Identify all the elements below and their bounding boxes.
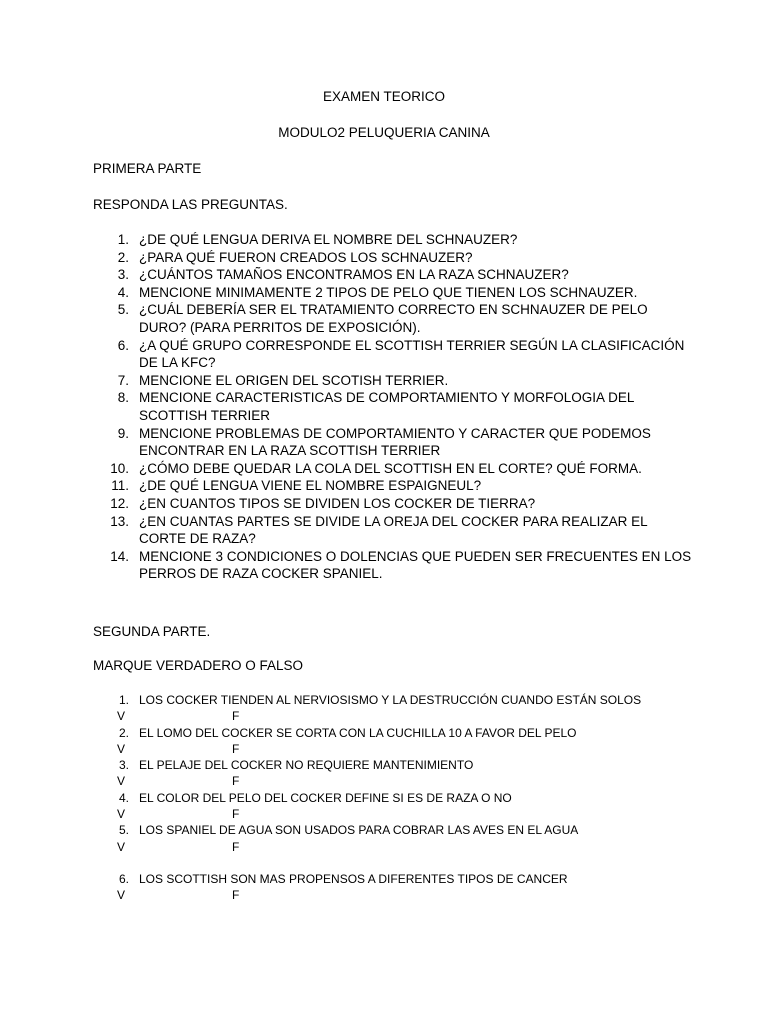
question-text: ¿DE QUÉ LENGUA VIENE EL NOMBRE ESPAIGNEUL?: [139, 478, 482, 494]
true-option: V: [117, 807, 126, 822]
false-option: F: [232, 774, 240, 789]
statement-item: [93, 871, 713, 904]
part2-heading: SEGUNDA PARTE.: [93, 624, 211, 639]
question-item: [93, 495, 693, 513]
answer-options: [93, 806, 713, 822]
true-false-list: [93, 692, 713, 904]
true-option: V: [117, 839, 126, 854]
question-number: 14.: [110, 548, 129, 564]
question-number: 2.: [117, 249, 129, 265]
question-item: [93, 513, 693, 548]
statement-item: [93, 757, 713, 790]
statement-number: 3.: [118, 758, 129, 773]
question-number: 3.: [117, 267, 129, 283]
statement-text: LOS SCOTTISH SON MAS PROPENSOS A DIFERENTES TIPOS DE CANCER: [139, 871, 568, 886]
answer-options: [93, 741, 713, 757]
statement-number: 5.: [118, 823, 129, 838]
statement-number: 6.: [118, 871, 129, 886]
true-option: V: [117, 774, 126, 789]
statement-number: 4.: [118, 790, 129, 805]
false-option: F: [232, 888, 240, 903]
statement-text: EL PELAJE DEL COCKER NO REQUIERE MANTENIMIENTO: [139, 758, 474, 773]
question-number: 4.: [117, 284, 129, 300]
true-option: V: [117, 888, 126, 903]
part1-heading: PRIMERA PARTE: [93, 161, 202, 176]
question-text: ¿A QUÉ GRUPO CORRESPONDE EL SCOTTISH TERRIER SEGÚN LA CLASIFICACIÓN DE LA KFC?: [139, 337, 685, 371]
exam-title: EXAMEN TEORICO: [322, 89, 446, 104]
question-item: [93, 337, 693, 372]
question-number: 10.: [110, 460, 129, 476]
answer-options: [93, 839, 713, 855]
question-item: [93, 548, 693, 583]
question-number: 5.: [117, 302, 129, 318]
answer-options: [93, 773, 713, 789]
statement-item: [93, 822, 713, 855]
true-option: V: [117, 709, 126, 724]
false-option: F: [232, 807, 240, 822]
part2-instruction: MARQUE VERDADERO O FALSO: [93, 658, 304, 673]
statement-text: EL LOMO DEL COCKER SE CORTA CON LA CUCHILLA 10 A FAVOR DEL PELO: [139, 725, 577, 740]
answer-options: [93, 887, 713, 903]
question-item: [93, 460, 693, 478]
statement-text: LOS COCKER TIENDEN AL NERVIOSISMO Y LA DESTRUCCIÓN CUANDO ESTÁN SOLOS: [139, 693, 642, 707]
question-item: [93, 266, 693, 284]
answer-options: [93, 708, 713, 724]
statement-text: LOS SPANIEL DE AGUA SON USADOS PARA COBRAR LAS AVES EN EL AGUA: [139, 823, 579, 838]
question-item: [93, 301, 693, 336]
false-option: F: [232, 741, 240, 756]
question-text: ¿CÓMO DEBE QUEDAR LA COLA DEL SCOTTISH EN EL CORTE? QUÉ FORMA.: [139, 460, 642, 476]
question-text: ¿CUÁL DEBERÍA SER EL TRATAMIENTO CORRECTO EN SCHNAUZER DE PELO DURO? (PARA PERRITOS DE EXPOSICIÓN).: [139, 302, 648, 335]
question-number: 9.: [117, 425, 129, 441]
question-text: ¿CUÁNTOS TAMAÑOS ENCONTRAMOS EN LA RAZA SCHNAUZER?: [139, 267, 569, 283]
statement-text: EL COLOR DEL PELO DEL COCKER DEFINE SI ES DE RAZA O NO: [139, 790, 512, 805]
question-item: [93, 284, 693, 302]
question-number: 7.: [117, 372, 129, 388]
question-text: MENCIONE PROBLEMAS DE COMPORTAMIENTO Y CARACTER QUE PODEMOS ENCONTRAR EN LA RAZA SCOTTISH TERRIER: [139, 425, 651, 459]
question-text: MENCIONE CARACTERISTICAS DE COMPORTAMIENTO Y MORFOLOGIA DEL SCOTTISH TERRIER: [139, 390, 634, 423]
true-option: V: [117, 741, 126, 756]
statement-number: 1.: [118, 693, 129, 707]
question-text: ¿EN CUANTOS TIPOS SE DIVIDEN LOS COCKER DE TIERRA?: [139, 495, 536, 511]
statement-item: [93, 725, 713, 758]
question-text: MENCIONE EL ORIGEN DEL SCOTISH TERRIER.: [139, 372, 449, 388]
exam-subtitle: MODULO2 PELUQUERIA CANINA: [278, 125, 490, 140]
question-item: [93, 249, 693, 267]
statement-number: 2.: [118, 725, 129, 740]
false-option: F: [232, 839, 240, 854]
question-item: [93, 389, 693, 424]
part1-instruction: RESPONDA LAS PREGUNTAS.: [93, 197, 288, 212]
question-number: 11.: [111, 478, 129, 494]
question-number: 6.: [117, 337, 129, 353]
statement-item: [93, 692, 713, 725]
question-text: MENCIONE MINIMAMENTE 2 TIPOS DE PELO QUE TIENEN LOS SCHNAUZER.: [139, 284, 638, 300]
question-item: [93, 372, 693, 390]
statement-item: [93, 790, 713, 823]
question-number: 12.: [110, 495, 129, 511]
question-number: 1.: [117, 232, 129, 247]
false-option: F: [232, 709, 240, 724]
question-item: [93, 231, 693, 249]
question-number: 13.: [110, 513, 129, 529]
question-text: ¿EN CUANTAS PARTES SE DIVIDE LA OREJA DEL COCKER PARA REALIZAR EL CORTE DE RAZA?: [139, 513, 648, 547]
question-text: ¿DE QUÉ LENGUA DERIVA EL NOMBRE DEL SCHNAUZER?: [139, 232, 518, 247]
question-list: [93, 231, 693, 583]
question-item: [93, 425, 693, 460]
question-text: ¿PARA QUÉ FUERON CREADOS LOS SCHNAUZER?: [139, 249, 473, 265]
question-number: 8.: [117, 390, 129, 406]
question-item: [93, 477, 693, 495]
question-text: MENCIONE 3 CONDICIONES O DOLENCIAS QUE PUEDEN SER FRECUENTES EN LOS PERROS DE RAZA COCKER SPANIEL.: [139, 548, 692, 582]
